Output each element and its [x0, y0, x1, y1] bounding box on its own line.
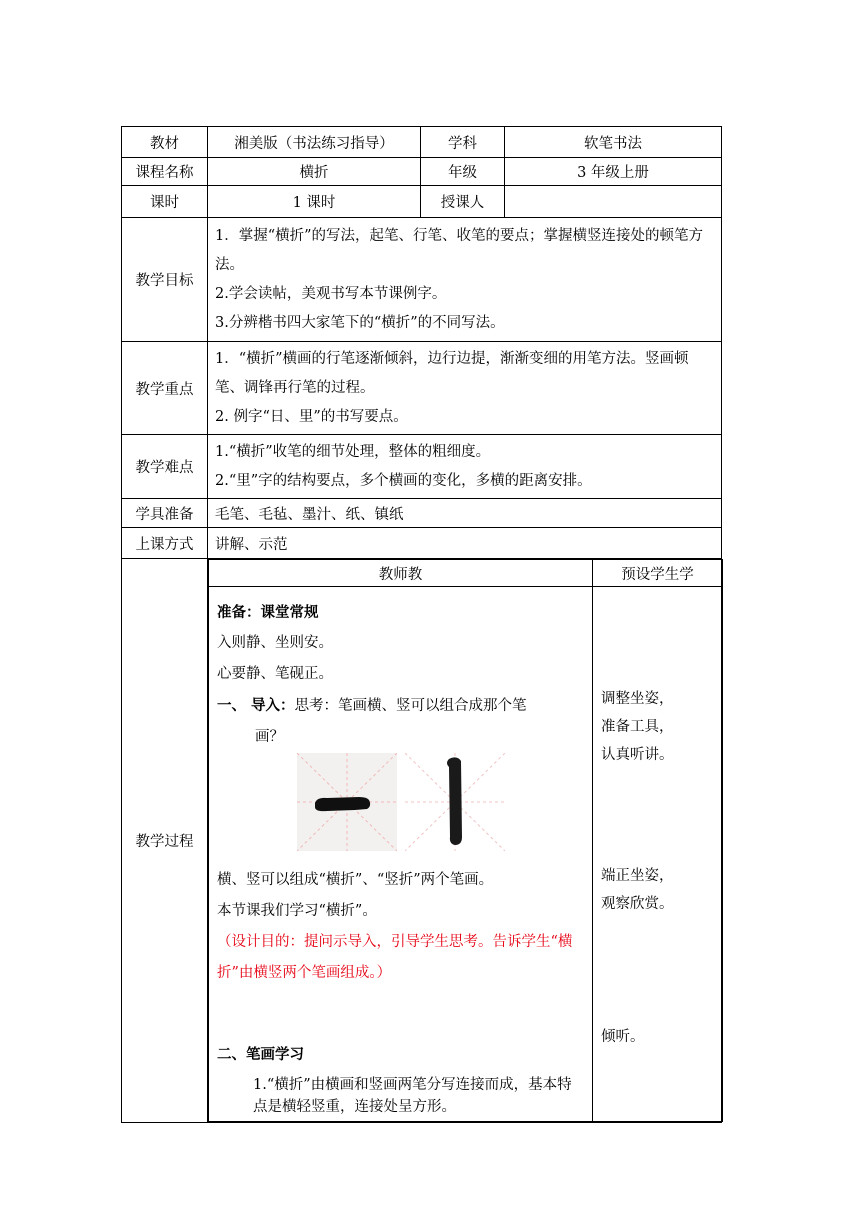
- grade-label: 年级: [421, 158, 505, 186]
- key-points-label: 教学重点: [122, 342, 208, 435]
- row-difficulties: [122, 435, 722, 499]
- difficulty-item: 1.“横折”收笔的细节处理，整体的粗细度。: [215, 443, 491, 460]
- today-text: 本节课我们学习“横折”。: [217, 902, 377, 919]
- row-key-points: [122, 342, 722, 435]
- goals-label: 教学目标: [122, 218, 208, 342]
- course-value: 横折: [208, 158, 421, 186]
- difficulty-item: 2.“里”字的结构要点，多个横画的变化，多横的距离安排。: [215, 472, 592, 489]
- method-value: 讲解、示范: [208, 528, 722, 559]
- teacher-column-header: 教师教: [209, 560, 593, 587]
- student-note: 观察欣赏。: [601, 896, 674, 912]
- student-note: 认真听讲。: [601, 747, 674, 763]
- row-goals: [122, 218, 722, 342]
- goals-content: [208, 218, 722, 342]
- vertical-stroke-image: [405, 753, 505, 851]
- lesson-plan-table: [121, 126, 722, 1123]
- teacher-label: 授课人: [421, 186, 505, 218]
- student-note: 倾听。: [601, 1029, 645, 1045]
- tools-value: 毛笔、毛毡、墨汁、纸、镇纸: [208, 499, 722, 528]
- process-label: 教学过程: [122, 559, 208, 1123]
- combine-text: 横、竖可以组成“横折”、“竖折”两个笔画。: [217, 871, 494, 888]
- course-label: 课程名称: [122, 158, 208, 186]
- teacher-value: [505, 186, 722, 218]
- difficulties-content: [208, 435, 722, 499]
- key-points-content: [208, 342, 722, 435]
- hours-value: 1 课时: [208, 186, 421, 218]
- subject-label: 学科: [421, 127, 505, 158]
- student-column-header: 预设学生学: [593, 560, 723, 587]
- student-activities: [593, 587, 723, 1122]
- stroke-images: [217, 753, 585, 865]
- section2-heading: 二、笔画学习: [217, 1045, 304, 1063]
- prep-title: 准备：课堂常规: [217, 603, 319, 621]
- section2-item: 1.“横折”由横画和竖画两笔分写连接而成，基本特点是横轻竖重，连接处呈方形。: [253, 1076, 572, 1115]
- design-note: （设计目的：提问示导入，引导学生思考。告诉学生“横折”由横竖两个笔画组成。）: [217, 933, 573, 981]
- process-table: [208, 559, 723, 1122]
- student-note: 端正坐姿，: [601, 868, 674, 884]
- difficulties-label: 教学难点: [122, 435, 208, 499]
- subject-value: 软笔书法: [505, 127, 722, 158]
- row-tools: [122, 499, 722, 528]
- hours-label: 课时: [122, 186, 208, 218]
- key-point-item: 1．“横折”横画的行笔逐渐倾斜，边行边提，渐渐变细的用笔方法。竖画顿笔、调锋再行笔的过程。: [215, 350, 689, 396]
- intro-paragraph: [217, 690, 585, 722]
- goal-item: 2.学会读帖，美观书写本节课例字。: [215, 285, 447, 302]
- process-content: [208, 559, 722, 1123]
- goal-item: 3.分辨楷书四大家笔下的“横折”的不同写法。: [215, 314, 505, 331]
- tools-label: 学具准备: [122, 499, 208, 528]
- material-value: 湘美版（书法练习指导）: [208, 127, 421, 158]
- row-material: [122, 127, 722, 158]
- intro-text: 思考：笔画横、竖可以组合成那个笔: [294, 697, 527, 714]
- row-course: [122, 158, 722, 186]
- goal-item: 1．掌握“横折”的写法，起笔、行笔、收笔的要点；掌握横竖连接处的顿笔方法。: [215, 227, 704, 273]
- prep-line: 心要静、笔砚正。: [217, 665, 333, 682]
- grade-value: 3 年级上册: [505, 158, 722, 186]
- row-hours: [122, 186, 722, 218]
- intro-text-continued: 画？: [255, 728, 284, 745]
- key-point-item: 2. 例字“日、里”的书写要点。: [215, 408, 408, 425]
- teacher-activities: [209, 587, 593, 1122]
- material-label: 教材: [122, 127, 208, 158]
- prep-line: 入则静、坐则安。: [217, 634, 333, 651]
- method-label: 上课方式: [122, 528, 208, 559]
- student-note: 调整坐姿，: [601, 691, 674, 707]
- horizontal-stroke-image: [297, 753, 397, 851]
- student-note: 准备工具，: [601, 719, 674, 735]
- row-method: [122, 528, 722, 559]
- row-process: [122, 559, 722, 1123]
- intro-heading: 一、 导入：: [217, 696, 295, 714]
